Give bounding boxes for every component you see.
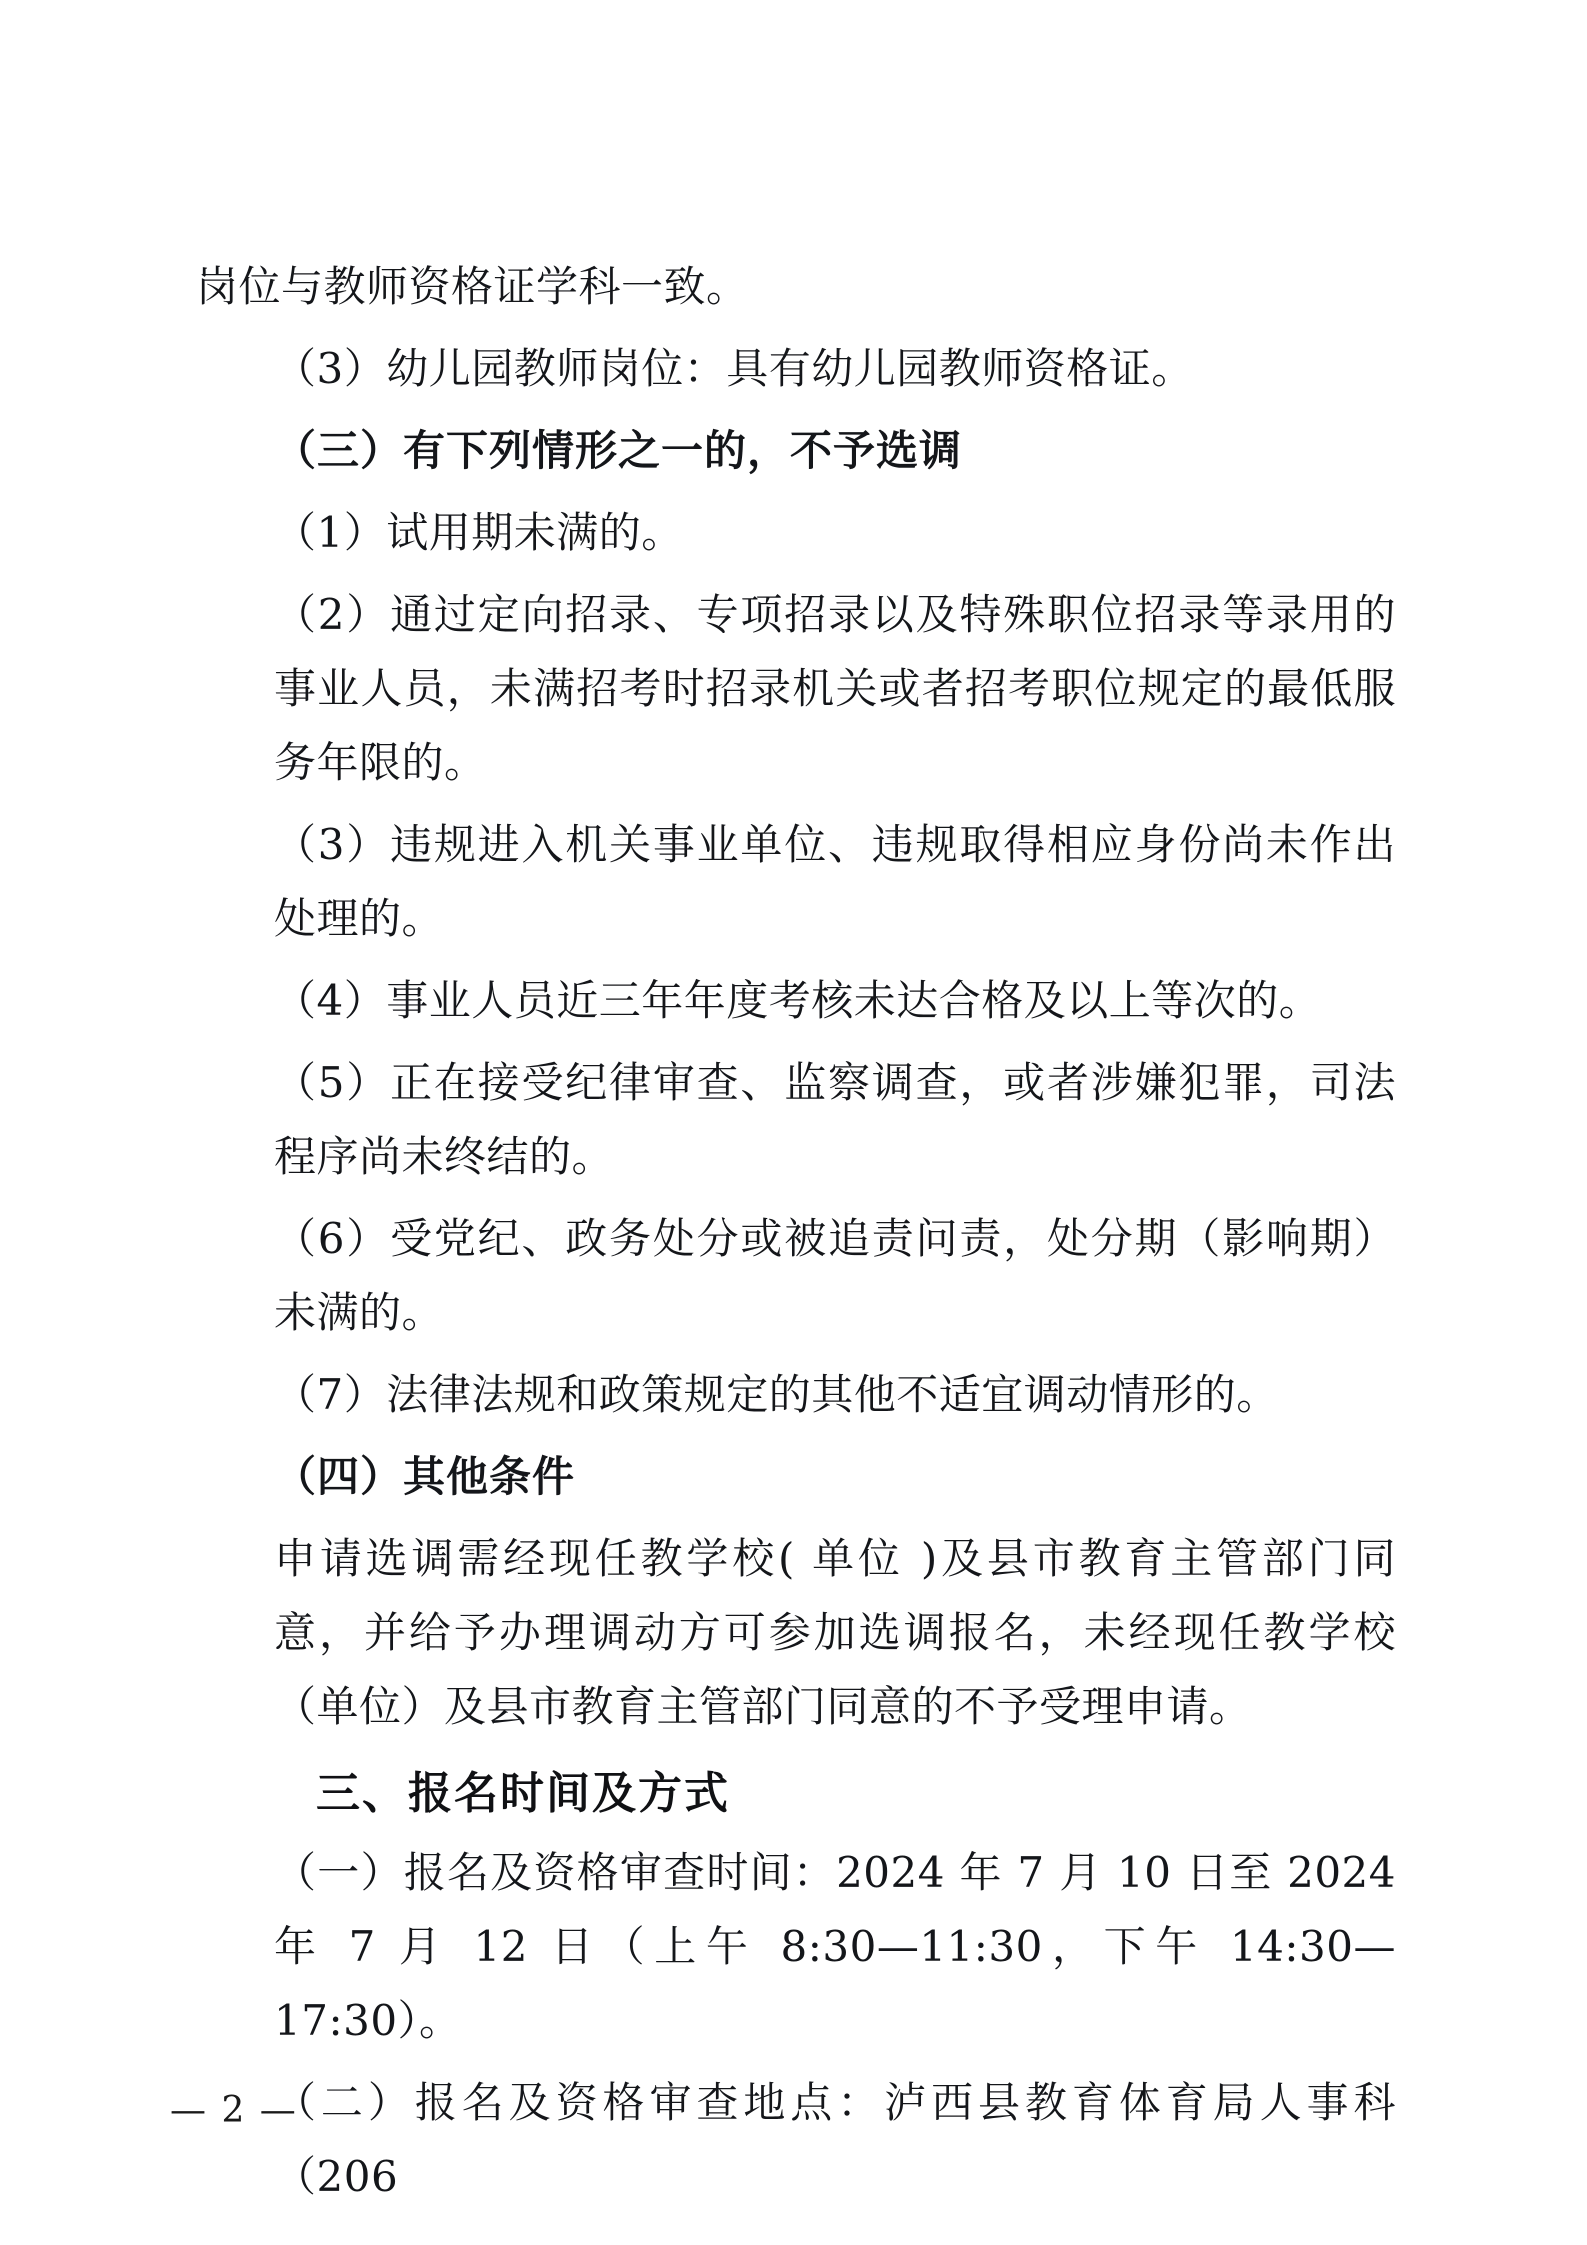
paragraph-item-3-kindergarten: （3）幼儿园教师岗位：具有幼儿园教师资格证。 — [274, 344, 1194, 393]
paragraph-item-3: （3）违规进入机关事业单位、违规取得相应身份尚未作出处理的。 — [274, 820, 1396, 943]
document-body — [196, 250, 1396, 2222]
paragraph-other-conditions: 申请选调需经现任教学校( 单位 )及县市教育主管部门同意，并给予办理调动方可参加选调报名，未经现任教学校（单位）及县市教育主管部门同意的不予受理申请。 — [274, 1534, 1396, 1731]
paragraph-continuation: 岗位与教师资格证学科一致。 — [196, 262, 749, 311]
paragraph-item-6: （6）受党纪、政务处分或被追责问责，处分期（影响期）未满的。 — [274, 1214, 1396, 1337]
paragraph-item-7: （7）法律法规和政策规定的其他不适宜调动情形的。 — [274, 1370, 1279, 1419]
subsection-heading-four: （四）其他条件 — [274, 1452, 576, 1501]
subsection-heading-three: （三）有下列情形之一的，不予选调 — [274, 426, 963, 475]
paragraph-registration-location: （二）报名及资格审查地点：泸西县教育体育局人事科（206 — [274, 2078, 1396, 2201]
paragraph-item-4: （4）事业人员近三年年度考核未达合格及以上等次的。 — [274, 976, 1322, 1025]
page-footer — [170, 2090, 1420, 2131]
paragraph-registration-time: （一）报名及资格审查时间：2024 年 7 月 10 日至 2024 年 7 月 12 日（上午 8:30—11:30，下午 14:30—17:30）。 — [274, 1848, 1396, 2045]
paragraph-item-5: （5）正在接受纪律审查、监察调查，或者涉嫌犯罪，司法程序尚未终结的。 — [274, 1058, 1396, 1181]
paragraph-item-2: （2）通过定向招录、专项招录以及特殊职位招录等录用的事业人员，未满招考时招录机关或者招考职位规定的最低服务年限的。 — [274, 590, 1396, 787]
paragraph-item-1: （1）试用期未满的。 — [274, 508, 684, 557]
page-number: — 2 — — [170, 2090, 298, 2131]
section-heading-registration: 三、报名时间及方式 — [316, 1768, 730, 1819]
